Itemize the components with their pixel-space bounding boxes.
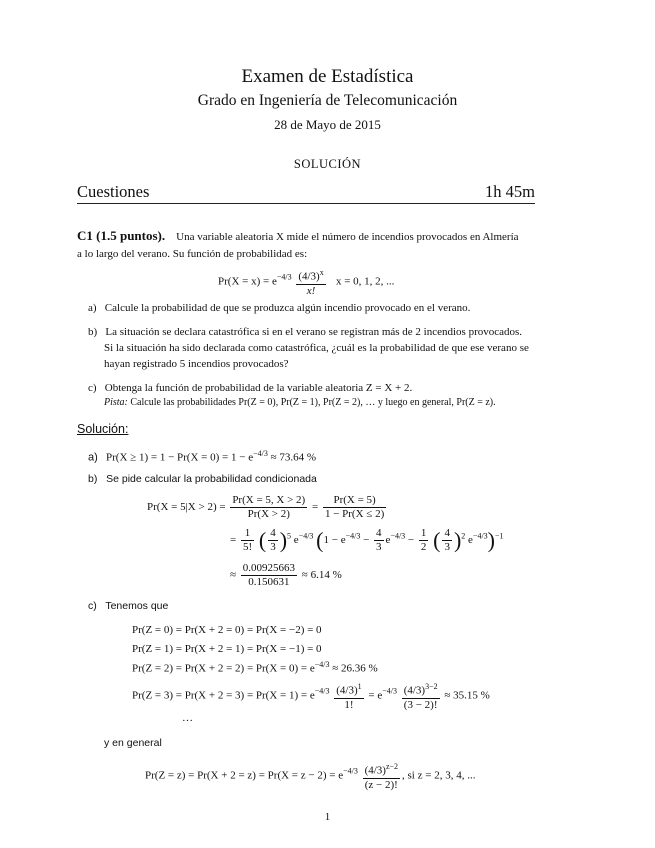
pmf-formula bbox=[218, 266, 394, 298]
c4-lhs: Pr(Z = 3) = Pr(X + 2 = 3) = Pr(X = 1) = e bbox=[132, 689, 315, 702]
c-line-3-exp: −4/3 bbox=[314, 660, 330, 669]
b2-inner2: e bbox=[385, 534, 391, 547]
b2-tail: e bbox=[468, 534, 473, 547]
b-f2-den: 1 − Pr(X ≤ 2) bbox=[324, 508, 385, 520]
b2-frac-c-den: 3 bbox=[376, 541, 382, 553]
b2-frac-d-den: 3 bbox=[444, 541, 450, 553]
c-line-3-result: ≈ 26.36 % bbox=[329, 662, 378, 675]
c4-f2-num-exp: 3−2 bbox=[425, 682, 438, 691]
solution-c bbox=[88, 598, 168, 614]
solution-label: Solución: bbox=[77, 422, 129, 436]
solution-a-exp: −4/3 bbox=[253, 449, 268, 458]
b2-frac-b-num: 4 bbox=[270, 527, 276, 539]
b3-approx: ≈ bbox=[230, 569, 237, 582]
solution-b-label: b) bbox=[88, 473, 98, 485]
c-line-3-text: Pr(Z = 2) = Pr(X + 2 = 2) = Pr(X = 0) = e bbox=[132, 662, 315, 675]
question-intro-line2: a lo largo del verano. Su función de probabilidad es: bbox=[77, 248, 308, 260]
general-den: (z − 2)! bbox=[364, 778, 398, 791]
hint-label: Pista: bbox=[104, 397, 128, 408]
question-id: C1 (1.5 puntos). bbox=[77, 228, 166, 243]
item-a-text: Calcule la probabilidad de que se produzca algún incendio provocado en el verano. bbox=[104, 302, 471, 314]
question-intro-line1: Una variable aleatoria X mide el número de incendios provocados en Almería bbox=[176, 231, 519, 243]
section-duration: 1h 45m bbox=[485, 182, 535, 201]
b2-inner: 1 − e bbox=[323, 534, 346, 547]
general-lhs: Pr(Z = z) = Pr(X + 2 = z) = Pr(X = z − 2) = e bbox=[145, 769, 344, 782]
b2-frac-b bbox=[268, 527, 278, 554]
b-f1-num: Pr(X = 5, X > 2) bbox=[232, 494, 306, 506]
b3-fraction bbox=[241, 562, 297, 589]
c4-f1-den: 1! bbox=[344, 698, 354, 711]
b-f2-num: Pr(X = 5) bbox=[323, 494, 386, 508]
b2-frac-c bbox=[374, 527, 384, 554]
c4-f1-num-exp: 1 bbox=[357, 682, 362, 691]
b2-paren2-close: ) bbox=[453, 527, 462, 553]
general-num-exp: z−2 bbox=[385, 762, 399, 771]
c-line-2: Pr(Z = 1) = Pr(X + 2 = 1) = Pr(X = −1) = 0 bbox=[132, 643, 322, 655]
general-label: y en general bbox=[104, 737, 162, 749]
item-a-label: a) bbox=[88, 302, 97, 314]
b2-inner2-exp: −4/3 bbox=[390, 531, 406, 541]
c4-exp2: −4/3 bbox=[382, 686, 397, 696]
general-formula bbox=[145, 760, 475, 792]
c4-f2-den: (3 − 2)! bbox=[403, 698, 438, 711]
item-b-label: b) bbox=[88, 326, 98, 338]
exam-subtitle: Grado en Ingeniería de Telecomunicación bbox=[197, 92, 458, 109]
general-domain: , si z = 2, 3, 4, ... bbox=[402, 769, 476, 782]
c4-result: ≈ 35.15 % bbox=[444, 689, 490, 702]
solution-c-label: c) bbox=[88, 600, 97, 612]
section-title: Cuestiones bbox=[77, 182, 150, 201]
b2-bigparen-open: ( bbox=[316, 527, 324, 553]
exam-date: 28 de Mayo de 2015 bbox=[274, 117, 381, 132]
c-line-3 bbox=[132, 660, 378, 675]
pmf-den: x! bbox=[306, 284, 316, 297]
b2-frac-b-den: 3 bbox=[270, 541, 276, 553]
question-intro bbox=[77, 228, 519, 245]
solution-c-text: Tenemos que bbox=[105, 600, 169, 612]
item-b bbox=[88, 324, 522, 340]
b2-frac-half bbox=[419, 527, 429, 554]
general-num: (4/3) bbox=[364, 764, 386, 777]
item-a bbox=[88, 300, 470, 316]
exam-title: Examen de Estadística bbox=[241, 66, 414, 87]
b2-paren-open: ( bbox=[258, 527, 267, 553]
c-dots: … bbox=[182, 712, 193, 724]
solution-b bbox=[88, 471, 317, 487]
c4-frac1 bbox=[334, 680, 363, 712]
solution-b-line3 bbox=[230, 562, 342, 589]
section-rule bbox=[77, 203, 535, 204]
c-line-1: Pr(Z = 0) = Pr(X + 2 = 0) = Pr(X = −2) = 0 bbox=[132, 624, 322, 636]
general-fraction bbox=[363, 760, 400, 792]
solution-heading: SOLUCIÓN bbox=[293, 157, 362, 171]
b2-outer-exp: −1 bbox=[495, 531, 504, 541]
pmf-lhs: Pr(X = x) = e bbox=[218, 275, 277, 288]
c4-f1-num: (4/3) bbox=[336, 684, 358, 697]
b2-minus2: − bbox=[407, 534, 415, 547]
general-exp: −4/3 bbox=[343, 766, 358, 776]
pmf-fraction bbox=[296, 266, 325, 298]
c4-frac2 bbox=[402, 680, 440, 712]
pmf-domain: x = 0, 1, 2, ... bbox=[335, 275, 395, 288]
b-fraction1 bbox=[230, 494, 307, 521]
b2-paren2-open: ( bbox=[433, 527, 441, 553]
item-c bbox=[88, 380, 412, 396]
b-f1-den: Pr(X > 2) bbox=[247, 508, 290, 520]
b2-inner-exp: −4/3 bbox=[345, 531, 361, 541]
hint-text: Calcule las probabilidades Pr(Z = 0), Pr(Z = 1), Pr(Z = 2), … y luego en general, Pr(Z = z). bbox=[130, 397, 496, 408]
b-fraction2 bbox=[323, 494, 386, 521]
solution-a-text: Pr(X ≥ 1) = 1 − Pr(X = 0) = 1 − e bbox=[106, 451, 254, 464]
solution-b-line1 bbox=[147, 494, 388, 521]
pmf-exp: −4/3 bbox=[276, 272, 292, 282]
b-lhs: Pr(X = 5|X > 2) = bbox=[147, 501, 226, 514]
b2-frac-a-num: 1 bbox=[241, 527, 254, 541]
b2-e: e bbox=[293, 534, 299, 547]
pmf-num: (4/3) bbox=[298, 270, 320, 283]
c4-eq: = e bbox=[368, 689, 383, 702]
c4-exp: −4/3 bbox=[314, 686, 330, 696]
solution-a bbox=[88, 446, 316, 466]
b2-pow: 5 bbox=[287, 531, 292, 541]
b2-frac-a bbox=[241, 527, 254, 554]
item-b-line2: Si la situación ha sido declarada como catastrófica, ¿cuál es la probabilidad de que ese verano se bbox=[104, 342, 529, 354]
b3-den: 0.150631 bbox=[248, 576, 290, 588]
b2-half-den: 2 bbox=[420, 541, 427, 553]
b2-pow2: 2 bbox=[461, 531, 466, 541]
item-b-line3: hayan registrado 5 incendios provocados? bbox=[104, 358, 289, 370]
b-eq: = bbox=[311, 501, 319, 514]
b3-result: ≈ 6.14 % bbox=[301, 569, 342, 582]
b2-frac-c-num: 4 bbox=[376, 527, 382, 539]
b2-tail-exp: −4/3 bbox=[472, 531, 488, 541]
solution-b-text: Se pide calcular la probabilidad condicionada bbox=[106, 473, 317, 485]
b2-frac-d bbox=[442, 527, 452, 554]
b2-paren-close: ) bbox=[279, 527, 288, 553]
b2-half-num: 1 bbox=[420, 527, 427, 539]
b2-bigparen-close: ) bbox=[487, 527, 495, 553]
item-b-line1: La situación se declara catastrófica si en el verano se registran más de 2 incendios provocados. bbox=[105, 326, 523, 338]
solution-a-label: a) bbox=[88, 451, 98, 464]
solution-b-line2 bbox=[230, 527, 504, 554]
c-line-4 bbox=[132, 680, 490, 712]
b2-eq: = bbox=[230, 534, 237, 547]
b2-frac-a-den: 5! bbox=[242, 541, 253, 553]
c4-f2-num: (4/3) bbox=[403, 684, 426, 697]
pmf-num-exp: x bbox=[319, 268, 324, 277]
item-c-label: c) bbox=[88, 382, 97, 394]
item-c-line1: Obtenga la función de probabilidad de la variable aleatoria Z = X + 2. bbox=[104, 382, 413, 394]
page-number: 1 bbox=[324, 811, 331, 823]
b2-minus1: − bbox=[363, 534, 370, 547]
b2-eexp: −4/3 bbox=[298, 531, 314, 541]
b2-frac-d-num: 4 bbox=[444, 527, 450, 539]
item-c-hint bbox=[104, 395, 496, 411]
b3-num: 0.00925663 bbox=[242, 562, 296, 574]
solution-a-result: ≈ 73.64 % bbox=[267, 451, 317, 464]
